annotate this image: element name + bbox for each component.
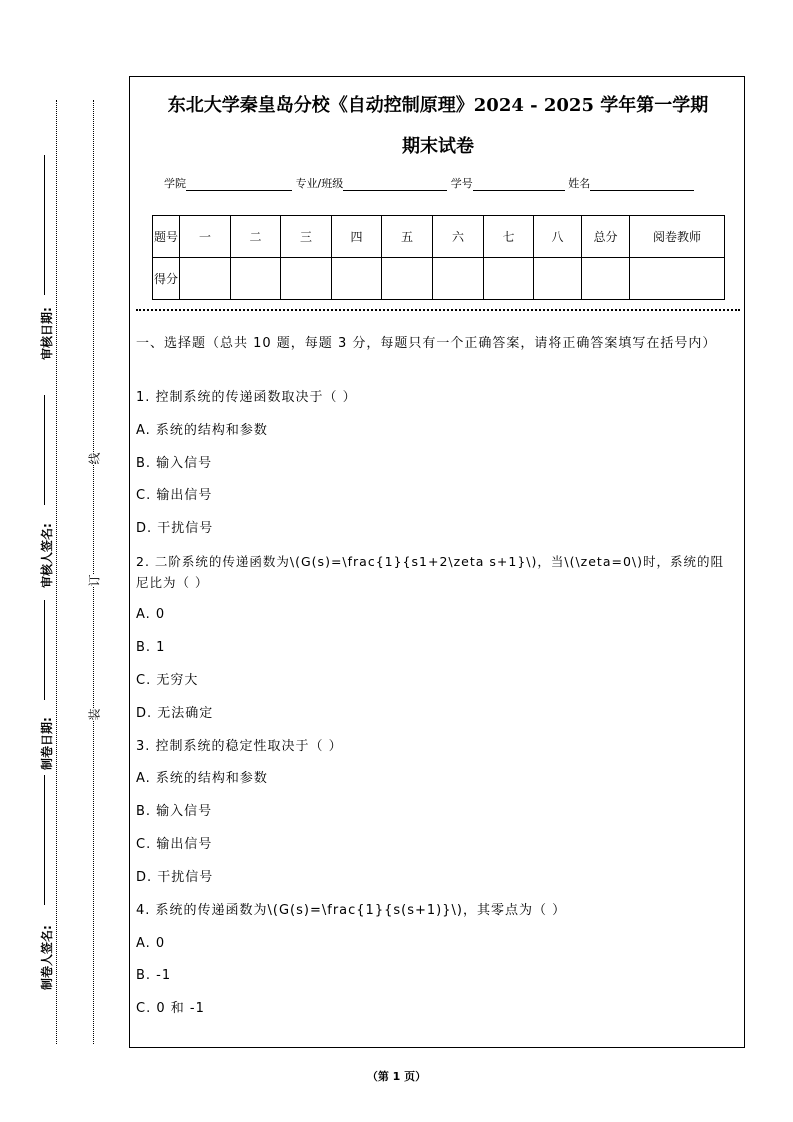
score-cell[interactable] <box>231 258 281 300</box>
col-5: 五 <box>382 216 433 258</box>
college-label: 学院 <box>164 177 186 190</box>
question-1-option-d: D. 干扰信号 <box>136 521 214 536</box>
review-date-line <box>44 155 45 295</box>
question-1-option-a: A. 系统的结构和参数 <box>136 423 268 438</box>
name-field[interactable] <box>590 179 694 191</box>
question-1-stem: 1. 控制系统的传递函数取决于（ ） <box>136 390 357 405</box>
score-cell[interactable] <box>382 258 433 300</box>
score-row-label: 得分 <box>153 258 180 300</box>
question-3-option-d: D. 干扰信号 <box>136 870 214 885</box>
make-date-label: 制卷日期: <box>40 717 54 770</box>
col-2: 二 <box>231 216 281 258</box>
col-7: 七 <box>484 216 534 258</box>
question-1-option-c: C. 输出信号 <box>136 488 213 503</box>
major-field[interactable] <box>343 179 447 191</box>
question-3-option-a: A. 系统的结构和参数 <box>136 771 268 786</box>
question-4-stem: 4. 系统的传递函数为\(G(s)=\frac{1}{s(s+1)}\)，其零点为（ ） <box>136 903 567 918</box>
signature-dotted-line <box>56 100 57 1044</box>
score-cell[interactable] <box>281 258 332 300</box>
score-cell[interactable] <box>534 258 582 300</box>
cut-word-staple: 装 <box>87 708 102 721</box>
question-4-option-a: A. 0 <box>136 936 166 951</box>
col-6: 六 <box>433 216 484 258</box>
score-cell[interactable] <box>332 258 382 300</box>
reviewer-sign-label: 审核人签名: <box>40 523 54 588</box>
cut-word-bind: 订 <box>87 574 102 587</box>
question-2-option-c: C. 无穷大 <box>136 673 199 688</box>
review-date-label: 审核日期: <box>40 307 54 360</box>
score-table-score-row <box>153 258 725 300</box>
col-8: 八 <box>534 216 582 258</box>
question-2-option-a: A. 0 <box>136 607 166 622</box>
score-cell[interactable] <box>630 258 725 300</box>
col-grader: 阅卷教师 <box>630 216 725 258</box>
question-3-option-b: B. 输入信号 <box>136 804 213 819</box>
score-cell[interactable] <box>582 258 630 300</box>
cut-word-line: 线 <box>87 452 102 465</box>
score-cell[interactable] <box>180 258 231 300</box>
score-table-header-row <box>153 216 725 258</box>
question-4-option-b: B. -1 <box>136 968 172 983</box>
score-table <box>152 215 725 300</box>
maker-sign-label: 制卷人签名: <box>40 925 54 990</box>
question-2-option-b: B. 1 <box>136 640 166 655</box>
question-3-stem: 3. 控制系统的稳定性取决于（ ） <box>136 739 343 754</box>
student-info-row <box>164 175 694 191</box>
section-separator <box>136 309 740 311</box>
question-3-option-c: C. 输出信号 <box>136 837 213 852</box>
exam-subtitle: 期末试卷 <box>402 136 474 157</box>
question-1-option-b: B. 输入信号 <box>136 456 213 471</box>
score-cell[interactable] <box>433 258 484 300</box>
col-1: 一 <box>180 216 231 258</box>
college-field[interactable] <box>186 179 292 191</box>
exam-title: 东北大学秦皇岛分校《自动控制原理》2024 - 2025 学年第一学期 <box>167 95 709 116</box>
major-label: 专业/班级 <box>295 177 344 190</box>
page-number: （第 1 页） <box>366 1070 427 1083</box>
name-label: 姓名 <box>568 177 591 190</box>
question-2-stem: 2. 二阶系统的传递函数为\(G(s)=\frac{1}{s1+2\zeta s+1}\)，当\(\zeta=0\)时，系统的阻尼比为（ ） <box>136 554 725 590</box>
binding-dotted-line <box>93 100 94 1044</box>
exam-frame <box>129 76 745 1048</box>
make-date-line <box>44 600 45 700</box>
score-cell[interactable] <box>484 258 534 300</box>
id-label: 学号 <box>450 177 473 190</box>
binding-strip <box>0 0 125 1122</box>
question-2-option-d: D. 无法确定 <box>136 706 214 721</box>
section-heading: 一、选择题（总共 10 题，每题 3 分，每题只有一个正确答案，请将正确答案填写在括号内） <box>136 336 717 351</box>
col-total: 总分 <box>582 216 630 258</box>
question-no-header: 题号 <box>153 216 180 258</box>
col-4: 四 <box>332 216 382 258</box>
col-3: 三 <box>281 216 332 258</box>
maker-sign-line <box>44 775 45 905</box>
student-id-field[interactable] <box>473 179 565 191</box>
question-4-option-c: C. 0 和 -1 <box>136 1001 205 1016</box>
reviewer-sign-line <box>44 395 45 505</box>
